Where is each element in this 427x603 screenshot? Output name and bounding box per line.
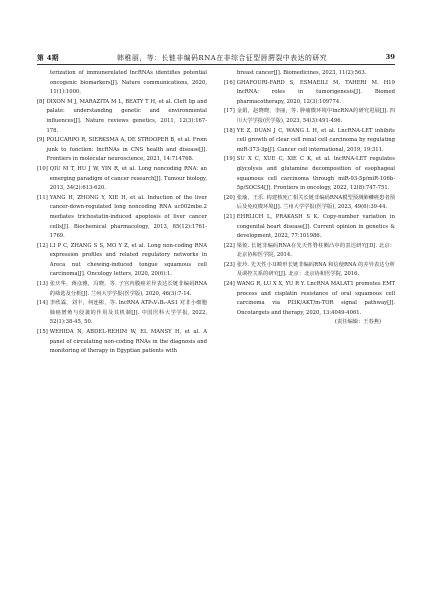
- reference-entry: [37, 194, 207, 242]
- reference-entry: [37, 242, 207, 280]
- reference-entry: [224, 107, 395, 126]
- reference-number: [9]: [37, 137, 45, 144]
- reference-entry: [224, 194, 395, 213]
- reference-text: terization of immunerelated lncRNAs identifies potential oncogenic biomarkers[J]. Nature communications, 2020, 11(1):1000.: [50, 70, 207, 96]
- reference-number: [15]: [37, 329, 48, 336]
- reference-text: YE Z, DUAN J C, WANG L H, et al. LncRNA-LET inhibits cell growth of clear cell renal cell carcinoma by regulating miR-373-3p[J]. Cancer cell international, 2019, 19:311.: [236, 127, 395, 153]
- reference-text: GHAFOURI-FARD S, ESMAEILI M, TAHERI M. H19 lncRNA: roles in tumorigenesis[J]. Biomed pharmacotherapy, 2020, 12(3):109774.: [236, 79, 395, 105]
- reference-number: [13]: [37, 281, 48, 288]
- reference-entry: [224, 280, 395, 318]
- reference-entry: [224, 127, 395, 156]
- reference-text: DIXON M J, MARAZITA M L, BEATY T H, et al. Cleft lip and palate: understanding genetic and environmental influences[J]. Nature reviews genetics, 2011, 12(3):167-178.: [46, 98, 207, 134]
- reference-text: YANG H, ZHONG Y, XIE H, et al. Induction of the liver cancer-down-regulated long noncoding RNA uc002mbe.2 mediates trichostatin-induced apoptosis of liver cancer cells[J]. Biochemical pharmacology, 2013, 85(12):1761-1769.: [49, 194, 207, 240]
- reference-number: [21]: [224, 213, 235, 220]
- reference-text: 李欣霖，刘丰，何连彬，等. lncRNA ATP₆V₁B₂-AS1 对非小细胞肺癌增殖与侵袭的作用及其机制[J]. 中国医科大学学报, 2022, 52(1):38-45, 50.: [49, 300, 207, 326]
- reference-text: breast cancer[J]. Biomedicines, 2023, 11(2):563.: [237, 70, 367, 76]
- reference-text: 梁攸. 长链非编码RNA在先天性脊柱侧凸中的表达研究[D]. 北京：北京协和医学院, 2014.: [236, 242, 395, 259]
- reference-number: [18]: [224, 127, 235, 134]
- reference-text: LI P C, ZHANG S S, MO Y Z, et al. Long non-coding RNA expression profiles and related regulatory networks in Areca nut chewing-induced tongue squamous cell carcinoma[J]. Oncology letters, 2020, 20(6):1.: [49, 242, 207, 278]
- reference-number: [23]: [224, 261, 235, 268]
- reference-number: [22]: [224, 242, 235, 249]
- editor-note: (责任编辑：王春燕): [334, 319, 381, 326]
- reference-entry: [37, 299, 207, 328]
- reference-column-left: [37, 69, 207, 357]
- reference-entry: [224, 261, 395, 280]
- reference-entry: [37, 280, 207, 299]
- reference-number: [14]: [37, 300, 48, 307]
- reference-number: [11]: [37, 194, 48, 201]
- reference-text: 张庆华，蒋彦雅，冯晓，等. 子宫内膜癌差异表达长链非编码RNA的筛选及分析[J]. 兰州大学学报(医学版), 2020, 46(3):7-14.: [49, 281, 207, 297]
- reference-text: 张玲. 先天性小耳畸形长链非编码RNA 和信使RNA 的差异表达分析及调控关系的研究[J]. 北京：北京协和医学院, 2016.: [236, 261, 395, 278]
- page-number: 39: [385, 53, 395, 61]
- header-rule: [37, 64, 395, 65]
- reference-entry: [37, 165, 207, 194]
- issue-label: 第 4期: [37, 54, 59, 62]
- running-title: 韩稚丽，等：长链非编码RNA在非综合征型唇腭裂中表达的研究: [117, 54, 328, 62]
- reference-number: [19]: [224, 156, 235, 163]
- reference-column-right: [224, 69, 395, 328]
- reference-number: [16]: [224, 79, 235, 86]
- reference-entry: [224, 69, 395, 79]
- reference-entry: [37, 98, 207, 136]
- reference-text: POLICARPO R, SIERKSMA A, DE STROOPER B, et al. From junk to function: lncRNAs in CNS health and disease[J]. Frontiers in molecular neuroscience, 2021, 14:714768.: [46, 137, 207, 163]
- reference-number: [24]: [224, 281, 235, 288]
- reference-entry: [224, 242, 395, 261]
- reference-entry: [37, 69, 207, 98]
- reference-number: [12]: [37, 242, 48, 249]
- reference-text: WANG R, LU X X, YU R Y. LncRNA MALAT1 promotes EMT process and cisplatin resistance of oral squamous cell carcinoma via PI3K/AKT/m-TOR signal pathway[J]. Oncotargets and therapy, 2020, 13:4049-4061.: [236, 281, 395, 316]
- reference-entry: [224, 79, 395, 108]
- reference-text: EHRLICH L, PRAKASH S K. Copy-number variation in congenital heart disease[J]. Current opinion in genetics & development, 2022, 77:101986.: [236, 213, 395, 240]
- reference-entry: [37, 136, 207, 165]
- reference-text: WEHIDA N, ABDEL-REHIM W, EL MANSY H, et al. A panel of circulating non-coding RNAs in the diagnosis and monitoring of therapy in Egyptian patients with: [49, 329, 207, 355]
- reference-text: QIU M T, HU J W, YIN R, et al. Long noncoding RNA: an emerging paradigm of cancer research[J]. Tumour biology, 2013, 34(2):613-620.: [49, 165, 207, 192]
- reference-entry: [224, 155, 395, 193]
- reference-number: [20]: [224, 194, 235, 201]
- reference-entry: [224, 213, 395, 242]
- reference-text: SU X C, XUE C, XIE C K, et al. lncRNA-LET regulates glycolysis and glutamine decomposition of esophageal squamous cell carcinoma through miR-93-5p/miR-106b-5p/SOCS4[J]. Frontiers in oncology, 2022, 12(8):747-751.: [236, 156, 395, 192]
- reference-entry: [37, 328, 207, 357]
- reference-number: [10]: [37, 165, 48, 172]
- reference-text: 金娟，赵晓晓，李丽，等. 肿瘤微环境中lncRNA的研究进展[J]. 四川大学学报(医学版), 2023, 54(3):491-496.: [236, 108, 395, 124]
- reference-number: [8]: [37, 98, 45, 105]
- reference-number: [17]: [224, 108, 235, 115]
- running-head: [37, 50, 395, 64]
- reference-text: 张瑜，王乐. 构建核死亡相关长链非编码RNA模型预测肺鳞癌患者预后及免疫微环境[J]. 兰州大学学报(医学版), 2023, 49(6):39-44.: [236, 194, 395, 211]
